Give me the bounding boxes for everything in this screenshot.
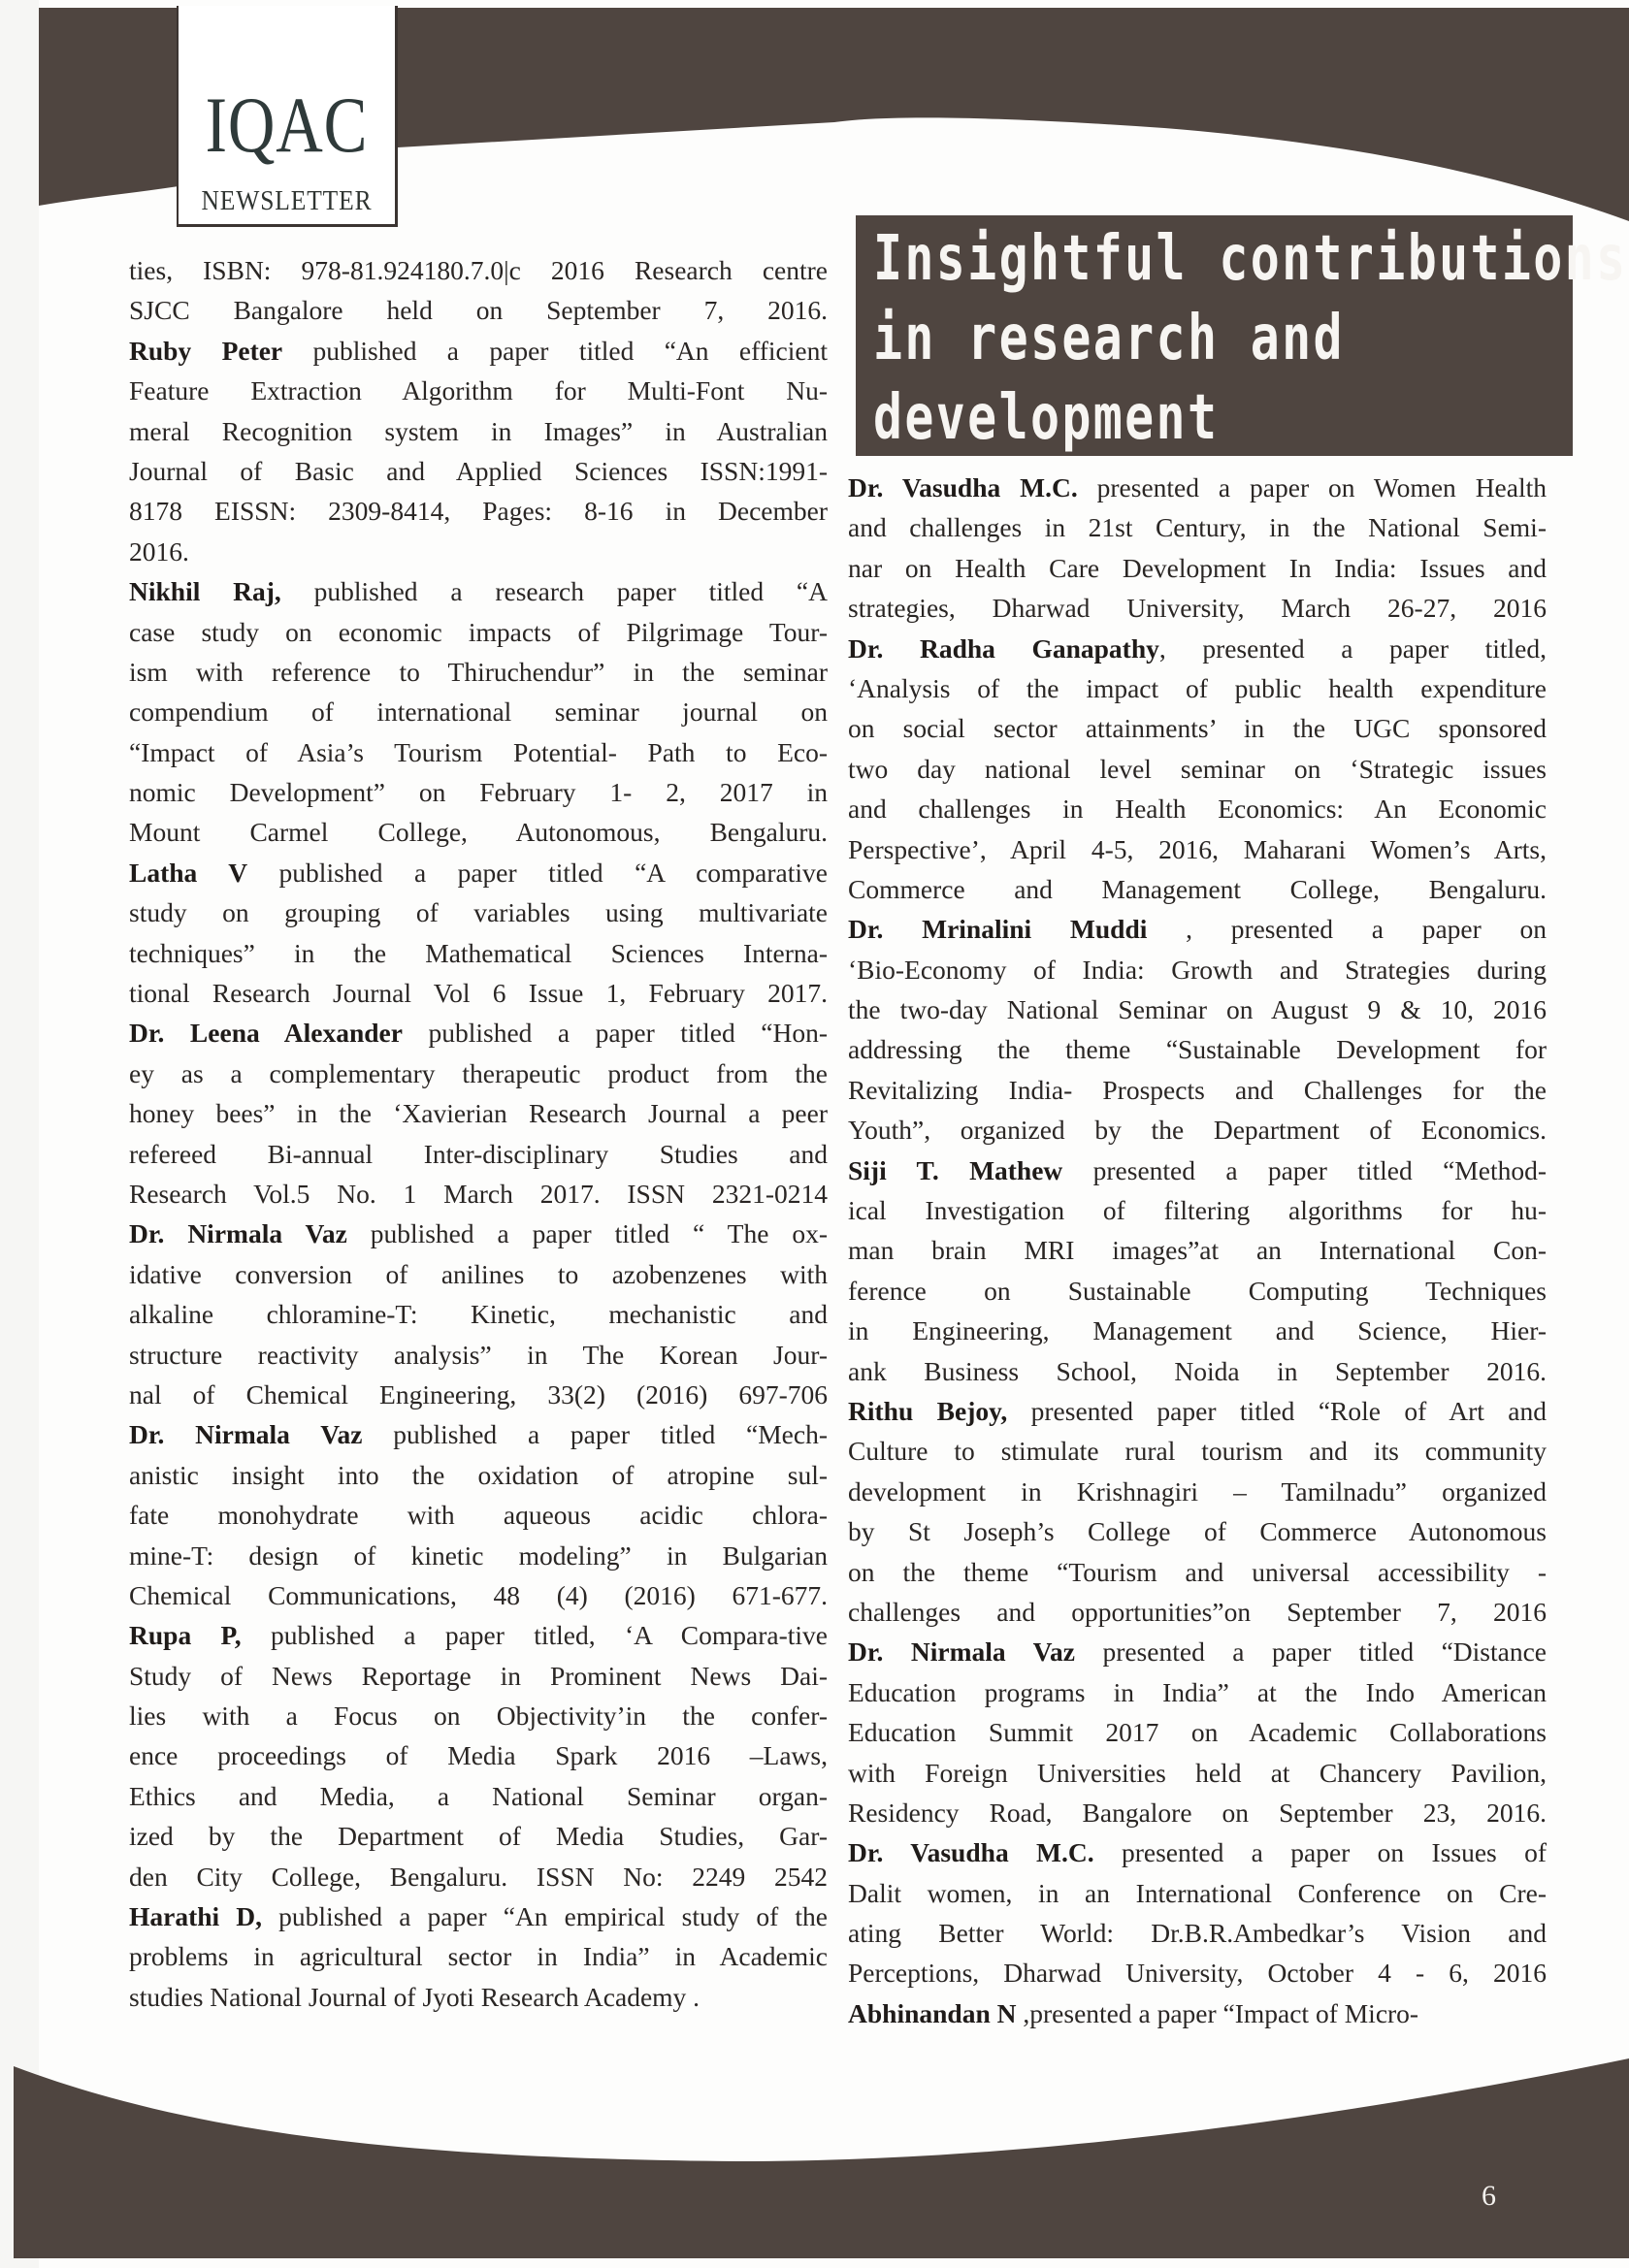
line-text: , presented a paper titled, [1158,632,1547,664]
line-text: den City College, Bengaluru. ISSN No: 2249 2542 [129,1861,828,1892]
author-name: Siji T. Mathew [848,1154,1063,1185]
text-line [848,1913,1547,1953]
text-line [129,1214,828,1253]
line-text: , presented a paper on [1147,914,1547,945]
text-line [129,290,828,330]
text-line [848,468,1547,507]
line-text: published a paper titled “An efficient [282,335,828,366]
text-line [129,1174,828,1214]
text-line [848,1832,1547,1872]
text-line [848,548,1547,588]
author-name: Rupa P, [129,1620,242,1651]
line-text: honey bees” in the ‘Xavierian Research Journal a peer [129,1098,828,1129]
page-number: 6 [1482,2180,1496,2212]
line-text: Feature Extraction Algorithm for Multi-Font Nu- [129,375,828,406]
line-text: anistic insight into the oxidation of atropine sul- [129,1459,828,1490]
line-text: on social sector attainments’ in the UGC sponsored [848,713,1547,744]
text-line [848,1873,1547,1913]
line-text: published a paper titled “A comparative [247,857,828,888]
author-name: Dr. Nirmala Vaz [129,1218,347,1249]
text-line [129,1375,828,1414]
publication-entry [848,629,1547,910]
text-line [129,1735,828,1775]
line-text: problems in agricultural sector in India” in Academic [129,1941,828,1972]
text-line [848,1793,1547,1832]
text-line [129,1414,828,1454]
line-text: presented paper titled “Role of Art and [1007,1395,1547,1426]
author-name: Nikhil Raj, [129,576,281,607]
author-name: Dr. Vasudha M.C. [848,1837,1094,1868]
text-line [848,909,1547,949]
line-text: published a paper titled “Mech- [362,1419,828,1450]
section-heading-line: Insightful contributions [873,223,1628,295]
text-line [848,950,1547,989]
text-line [848,1511,1547,1551]
text-line [848,1070,1547,1110]
text-line [129,371,828,410]
text-line [848,749,1547,789]
text-line [848,1311,1547,1350]
line-text: 2016. [129,535,189,567]
line-text: published a research paper titled “A [280,576,828,607]
top-left-band [39,8,179,206]
text-line [129,1254,828,1294]
line-text: Chemical Communications, 48 (4) (2016) 671-677. [129,1579,828,1610]
author-name: Harathi D, [129,1901,263,1932]
text-line [848,1029,1547,1069]
line-text: addressing the theme “Sustainable Development for [848,1034,1547,1065]
line-text: strategies, Dharwad University, March 26-27, 2016 [848,593,1547,624]
line-text: ating Better World: Dr.B.R.Ambedkar’s Vision and [848,1918,1547,1949]
text-line [848,1552,1547,1592]
line-text: Ethics and Media, a National Seminar organ- [129,1780,828,1811]
text-line [129,692,828,731]
text-line [129,1294,828,1334]
author-name: Abhinandan N [848,1997,1017,2028]
masthead-subtitle: NEWSLETTER [201,185,373,216]
section-heading-line: in research and [873,303,1345,374]
line-text: nomic Development” on February 1- 2, 2017 in [129,777,828,808]
author-name: Latha V [129,857,248,888]
text-line [129,331,828,371]
line-text: lies with a Focus on Objectivity’in the confer- [129,1701,828,1732]
text-line [848,1953,1547,1993]
text-line [129,532,828,571]
publication-entry [848,909,1547,1150]
text-line [129,812,828,852]
author-name: Dr. Nirmala Vaz [129,1419,363,1450]
line-text: ‘Analysis of the impact of public health expenditure [848,672,1547,703]
text-line [129,772,828,812]
line-text: structure reactivity analysis” in The Korean Jour- [129,1339,828,1370]
text-line [129,1093,828,1133]
line-text: two day national level seminar on ‘Strategic issues [848,753,1547,784]
line-text: published a paper “An empirical study of the [262,1901,828,1932]
text-line [848,789,1547,828]
line-text: Study of News Reportage in Prominent News Dai- [129,1660,828,1691]
text-line [848,1753,1547,1793]
text-line [848,989,1547,1029]
text-line [129,1455,828,1495]
line-text: man brain MRI images”at an International Con- [848,1235,1547,1266]
line-text: Dalit women, in an International Conference on Cre- [848,1877,1547,1908]
text-line [129,1013,828,1053]
text-line [848,588,1547,628]
text-line [848,1472,1547,1511]
line-text: nal of Chemical Engineering, 33(2) (2016) 697-706 [129,1378,828,1409]
line-text: ank Business School, Noida in September 2016. [848,1355,1547,1386]
line-text: Commerce and Management College, Bengaluru. [848,873,1547,904]
line-text: nar on Health Care Development In India: Issues and [848,552,1547,583]
text-line [129,1696,828,1735]
text-line [848,1351,1547,1391]
line-text: ence proceedings of Media Spark 2016 –Laws, [129,1740,828,1771]
text-line [129,1495,828,1535]
text-line [848,869,1547,909]
masthead-logo [177,6,398,227]
line-text: Residency Road, Bangalore on September 23, 2016. [848,1797,1547,1828]
text-line [848,1110,1547,1150]
line-text: ical Investigation of filtering algorithms for hu- [848,1195,1547,1226]
line-text: in Engineering, Management and Science, Hier- [848,1315,1547,1346]
text-line [848,668,1547,708]
line-text: by St Joseph’s College of Commerce Autonomous [848,1516,1547,1547]
text-line [129,612,828,652]
publication-entry [129,250,828,331]
publication-entry [129,1013,828,1214]
line-text: ference on Sustainable Computing Techniques [848,1275,1547,1306]
line-text: studies National Journal of Jyoti Research Academy . [129,1981,700,2012]
text-line [129,732,828,772]
publication-entry [848,468,1547,629]
masthead-title: IQAC [205,81,369,169]
publication-entry [129,571,828,853]
text-line [129,411,828,451]
line-text: Education Summit 2017 on Academic Collaborations [848,1717,1547,1748]
line-text: meral Recognition system in Images” in Australian [129,415,828,446]
text-line [848,629,1547,668]
text-line [848,1672,1547,1712]
line-text: ized by the Department of Media Studies, Gar- [129,1821,828,1852]
text-line [848,1271,1547,1311]
section-heading-line: development [873,382,1220,454]
publication-entry [848,1150,1547,1391]
publication-entry [129,1896,828,2017]
text-line [848,1993,1547,2033]
line-text: ism with reference to Thiruchendur” in the seminar [129,656,828,687]
right-text-column [848,468,1547,2033]
text-line [129,1816,828,1856]
text-line [848,1150,1547,1190]
line-text: ,presented a paper “Impact of Micro- [1016,1997,1419,2028]
publication-entry [848,1832,1547,1993]
line-text: compendium of international seminar journal on [129,697,828,728]
text-line [129,1776,828,1816]
line-text: alkaline chloramine-T: Kinetic, mechanistic and [129,1299,828,1330]
author-name: Dr. Leena Alexander [129,1018,403,1049]
publication-entry [848,1632,1547,1832]
line-text: study on grouping of variables using multivariate [129,897,828,928]
text-line [848,507,1547,547]
line-text: ‘Bio-Economy of India: Growth and Strategies during [848,954,1547,985]
line-text: techniques” in the Mathematical Sciences Interna- [129,937,828,968]
line-text: presented a paper titled “Method- [1062,1154,1547,1185]
line-text: Education programs in India” at the Indo American [848,1676,1547,1707]
line-text: Culture to stimulate rural tourism and its community [848,1436,1547,1467]
section-heading-box [856,215,1628,456]
text-line [129,1936,828,1976]
text-line [848,1391,1547,1431]
author-name: Dr. Radha Ganapathy [848,632,1159,664]
line-text: the two-day National Seminar on August 9 & 10, 2016 [848,994,1547,1025]
text-line [129,1896,828,1936]
text-line [129,892,828,932]
text-line [848,1431,1547,1471]
line-text: fate monohydrate with aqueous acidic chlora- [129,1500,828,1531]
author-name: Ruby Peter [129,335,283,366]
line-text: published a paper titled, ‘A Compara-tive [241,1620,828,1651]
left-text-column [129,250,828,2017]
bottom-curved-band [14,2058,1629,2258]
text-line [129,933,828,973]
text-line [848,1592,1547,1632]
publication-entry [848,1391,1547,1632]
text-line [848,708,1547,748]
text-line [848,829,1547,869]
text-line [129,1615,828,1655]
line-text: presented a paper on Issues of [1093,1837,1547,1868]
text-line [848,1190,1547,1230]
line-text: Research Vol.5 No. 1 March 2017. ISSN 2321-0214 [129,1178,828,1209]
text-line [129,1335,828,1375]
line-text: published a paper titled “ The ox- [346,1218,828,1249]
text-line [848,1632,1547,1671]
text-line [129,1656,828,1696]
text-line [129,1134,828,1174]
text-line [129,1053,828,1093]
line-text: presented a paper titled “Distance [1074,1636,1547,1668]
publication-entry [129,1214,828,1414]
publication-entry [129,331,828,571]
line-text: development in Krishnagiri – Tamilnadu” organized [848,1475,1547,1507]
author-name: Dr. Vasudha M.C. [848,472,1078,502]
text-line [129,571,828,611]
line-text: mine-T: design of kinetic modeling” in Bulgarian [129,1539,828,1571]
line-text: idative conversion of anilines to azobenzenes with [129,1258,828,1289]
text-line [129,973,828,1013]
line-text: with Foreign Universities held at Chancery Pavilion, [848,1757,1547,1788]
line-text: Revitalizing India- Prospects and Challenges for the [848,1074,1547,1105]
section-heading [873,219,1627,458]
line-text: Perceptions, Dharwad University, October 4 - 6, 2016 [848,1958,1547,1989]
line-text: tional Research Journal Vol 6 Issue 1, February 2017. [129,978,828,1009]
publication-entry [129,853,828,1014]
author-name: Dr. Mrinalini Muddi [848,914,1148,945]
line-text: case study on economic impacts of Pilgrimage Tour- [129,616,828,647]
line-text: ties, ISBN: 978-81.924180.7.0|c 2016 Research centre [129,255,828,285]
text-line [129,652,828,692]
line-text: Youth”, organized by the Department of Economics. [848,1115,1547,1146]
line-text: refereed Bi-annual Inter-disciplinary Studies and [129,1138,828,1169]
publication-entry [129,1615,828,1896]
line-text: challenges and opportunities”on September 7, 2016 [848,1596,1547,1627]
text-line [129,853,828,892]
line-text: Perspective’, April 4-5, 2016, Maharani Women’s Arts, [848,833,1547,864]
text-line [129,250,828,290]
text-line [848,1712,1547,1752]
publication-entry [129,1414,828,1615]
line-text: Mount Carmel College, Autonomous, Bengaluru. [129,817,828,848]
text-line [129,1977,828,2017]
author-name: Rithu Bejoy, [848,1395,1008,1426]
line-text: and challenges in Health Economics: An Economic [848,794,1547,825]
author-name: Dr. Nirmala Vaz [848,1636,1075,1668]
line-text: on the theme “Tourism and universal accessibility - [848,1556,1547,1587]
publication-entry [848,1993,1547,2033]
line-text: presented a paper on Women Health [1077,472,1547,502]
line-text: ey as a complementary therapeutic product from the [129,1057,828,1088]
text-line [129,491,828,531]
text-line [129,451,828,491]
line-text: and challenges in 21st Century, in the National Semi- [848,512,1547,543]
line-text: 8178 EISSN: 2309-8414, Pages: 8-16 in December [129,496,828,527]
text-line [129,1575,828,1615]
text-line [129,1536,828,1575]
line-text: Journal of Basic and Applied Sciences ISSN:1991- [129,455,828,486]
line-text: “Impact of Asia’s Tourism Potential- Path to Eco- [129,736,828,767]
line-text: SJCC Bangalore held on September 7, 2016. [129,295,828,326]
text-line [129,1857,828,1896]
line-text: published a paper titled “Hon- [402,1018,828,1049]
text-line [848,1230,1547,1270]
